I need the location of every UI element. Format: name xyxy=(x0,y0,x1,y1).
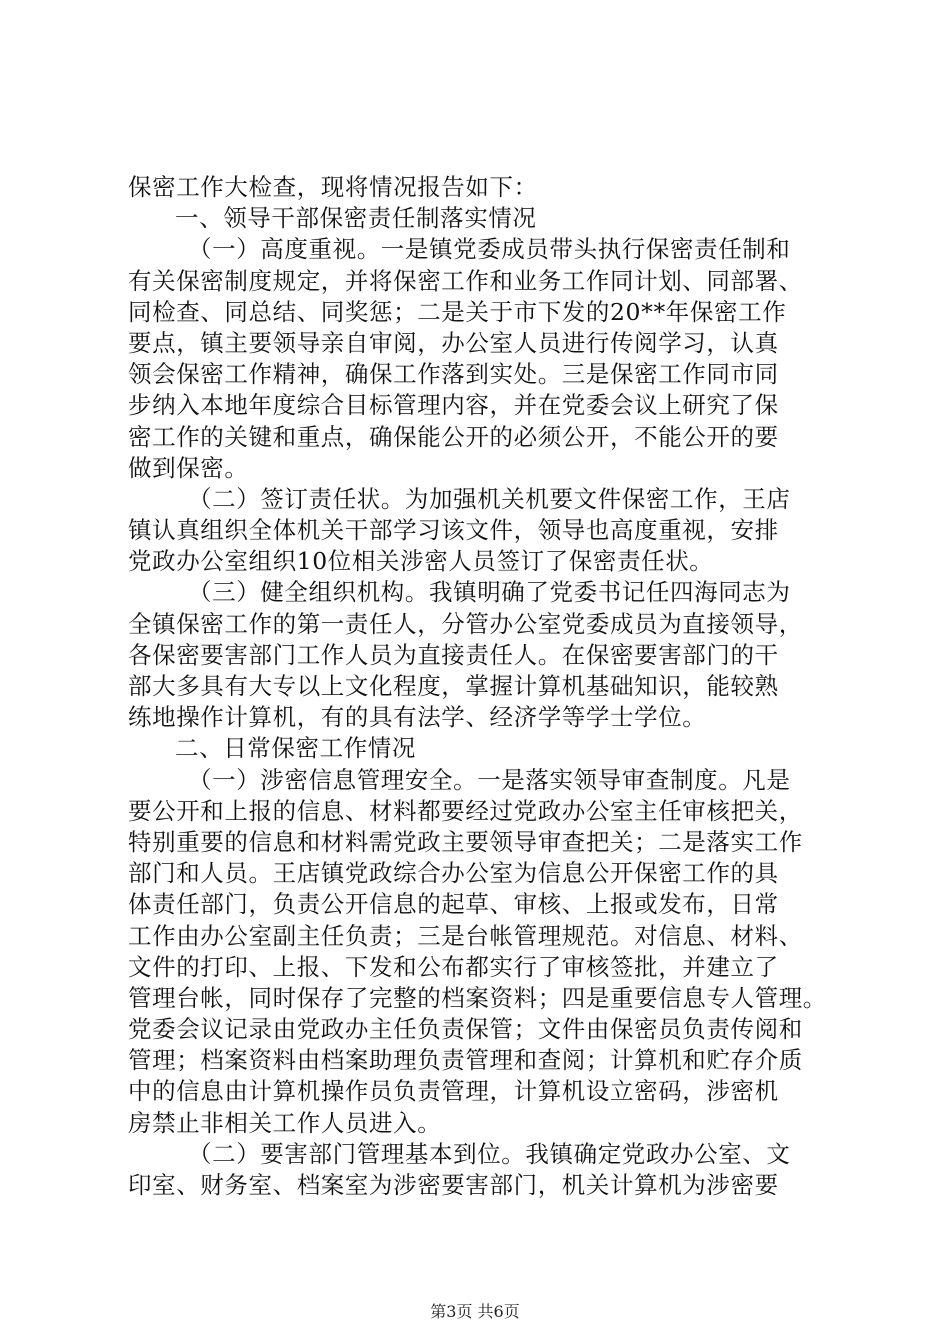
text-line: 要点，镇主要领导亲自审阅，办公室人员进行传阅学习，认真 xyxy=(128,328,779,357)
text-line: 体责任部门，负责公开信息的起草、审核、上报或发布，日常 xyxy=(128,890,779,919)
text-line: （二）要害部门管理基本到位。我镇确定党政办公室、文 xyxy=(188,1139,791,1168)
text-line: 同检查、同总结、同奖惩；二是关于市下发的20**年保密工作 xyxy=(128,297,787,326)
text-line: 党委会议记录由党政办主任负责保管；文件由保密员负责传阅和 xyxy=(128,1015,803,1044)
text-line: 房禁止非相关工作人员进入。 xyxy=(128,1108,442,1137)
text-line: 镇认真组织全体机关干部学习该文件，领导也高度重视，安排 xyxy=(128,516,779,545)
text-line: 练地操作计算机，有的具有法学、经济学等学士学位。 xyxy=(128,703,707,732)
text-line: 做到保密。 xyxy=(128,453,249,482)
text-line: 要公开和上报的信息、材料都要经过党政办公室主任审核把关， xyxy=(128,796,803,825)
text-line: 文件的打印、上报、下发和公布都实行了审核签批，并建立了 xyxy=(128,952,779,981)
text-line: 领会保密工作精神，确保工作落到实处。三是保密工作同市同 xyxy=(128,360,779,389)
section-heading: 一、领导干部保密责任制落实情况 xyxy=(175,204,537,233)
text-line: （二）签订责任状。为加强机关机要文件保密工作，王店 xyxy=(188,484,791,513)
text-line: 各保密要害部门工作人员为直接责任人。在保密要害部门的干 xyxy=(128,640,779,669)
document-body xyxy=(128,172,828,1201)
text-line: 全镇保密工作的第一责任人，分管办公室党委成员为直接领导， xyxy=(128,609,803,638)
text-line: 党政办公室组织10位相关涉密人员签订了保密责任状。 xyxy=(128,547,714,576)
text-line: （一）涉密信息管理安全。一是落实领导审查制度。凡是 xyxy=(188,765,791,794)
text-line: 有关保密制度规定，并将保密工作和业务工作同计划、同部署、 xyxy=(128,266,803,295)
section-heading: 二、日常保密工作情况 xyxy=(175,734,416,763)
text-line: （一）高度重视。一是镇党委成员带头执行保密责任制和 xyxy=(188,235,791,264)
text-line: 保密工作大检查，现将情况报告如下： xyxy=(128,173,538,201)
text-line: 部大多具有大专以上文化程度，掌握计算机基础知识，能较熟 xyxy=(128,672,779,700)
text-line: 印室、财务室、档案室为涉密要害部门，机关计算机为涉密要 xyxy=(128,1171,779,1199)
text-line: 工作由办公室副主任负责；三是台帐管理规范。对信息、材料、 xyxy=(128,921,803,950)
text-line: 密工作的关键和重点，确保能公开的必须公开，不能公开的要 xyxy=(128,422,779,451)
text-line: 部门和人员。王店镇党政综合办公室为信息公开保密工作的具 xyxy=(128,859,779,888)
text-line: 管理；档案资料由档案助理负责管理和查阅；计算机和贮存介质 xyxy=(128,1046,803,1075)
text-line: 管理台帐，同时保存了完整的档案资料；四是重要信息专人管理。 xyxy=(128,983,827,1012)
text-line: 中的信息由计算机操作员负责管理，计算机设立密码，涉密机 xyxy=(128,1077,779,1106)
text-line: 特别重要的信息和材料需党政主要领导审查把关；二是落实工作 xyxy=(128,827,803,856)
page-number-footer: 第3页 共6页 xyxy=(430,1302,520,1321)
text-line: （三）健全组织机构。我镇明确了党委书记任四海同志为 xyxy=(188,578,791,607)
text-line: 步纳入本地年度综合目标管理内容，并在党委会议上研究了保 xyxy=(128,391,779,420)
